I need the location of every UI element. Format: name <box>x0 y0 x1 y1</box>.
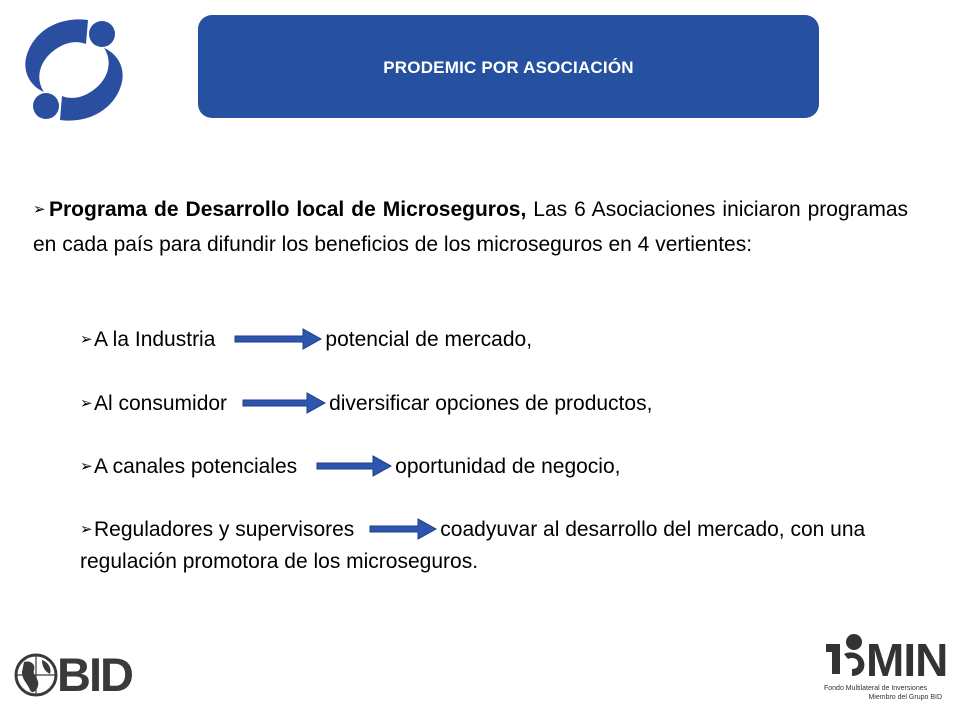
content-body <box>33 192 908 262</box>
min-logo-icon <box>822 632 868 678</box>
vertiente-label: A la Industria <box>94 328 216 351</box>
arrowhead-bullet-icon: ➢ <box>33 201 46 218</box>
vertiente-label: Al consumidor <box>94 392 228 415</box>
intro-text: Las 6 Asociaciones iniciaron programas en cada país para difundir los beneficios de los microseguros en 4 vertientes: <box>33 198 908 256</box>
organization-logo-icon <box>18 14 130 126</box>
arrowhead-bullet-icon: ➢ <box>80 331 93 348</box>
vertiente-result: coadyuvar al desarrollo del mercado, con una regulación promotora de los microseguros. <box>80 518 866 573</box>
page-title: PRODEMIC POR ASOCIACIÓN <box>383 57 634 77</box>
list-item <box>80 451 621 483</box>
vertiente-label: A canales potenciales <box>94 455 298 478</box>
intro-lead: Programa de Desarrollo local de Microseguros, <box>49 198 527 221</box>
vertiente-result: diversificar opciones de productos, <box>329 392 653 415</box>
bid-logo-text: BID <box>57 648 132 701</box>
vertiente-result: potencial de mercado, <box>325 328 533 351</box>
min-subtitle-line-2: Miembro del Grupo BID <box>868 694 942 701</box>
intro-paragraph <box>33 192 908 262</box>
list-item <box>80 388 652 420</box>
right-arrow-icon <box>233 327 325 351</box>
list-item <box>80 324 532 356</box>
vertiente-label: Reguladores y supervisores <box>94 518 355 541</box>
min-logo-text: MIN <box>866 634 948 686</box>
vertiente-result: oportunidad de negocio, <box>395 455 621 478</box>
list-item <box>80 514 910 578</box>
title-banner <box>198 15 819 118</box>
right-arrow-icon <box>241 391 329 415</box>
globe-icon <box>14 650 58 700</box>
right-arrow-icon <box>315 454 395 478</box>
arrowhead-bullet-icon: ➢ <box>80 395 93 412</box>
arrowhead-bullet-icon: ➢ <box>80 458 93 475</box>
right-arrow-icon <box>368 517 440 541</box>
min-logo-subtitle <box>824 684 942 702</box>
arrowhead-bullet-icon: ➢ <box>80 521 93 538</box>
min-subtitle-line-1: Fondo Multilateral de Inversiones <box>824 685 928 692</box>
